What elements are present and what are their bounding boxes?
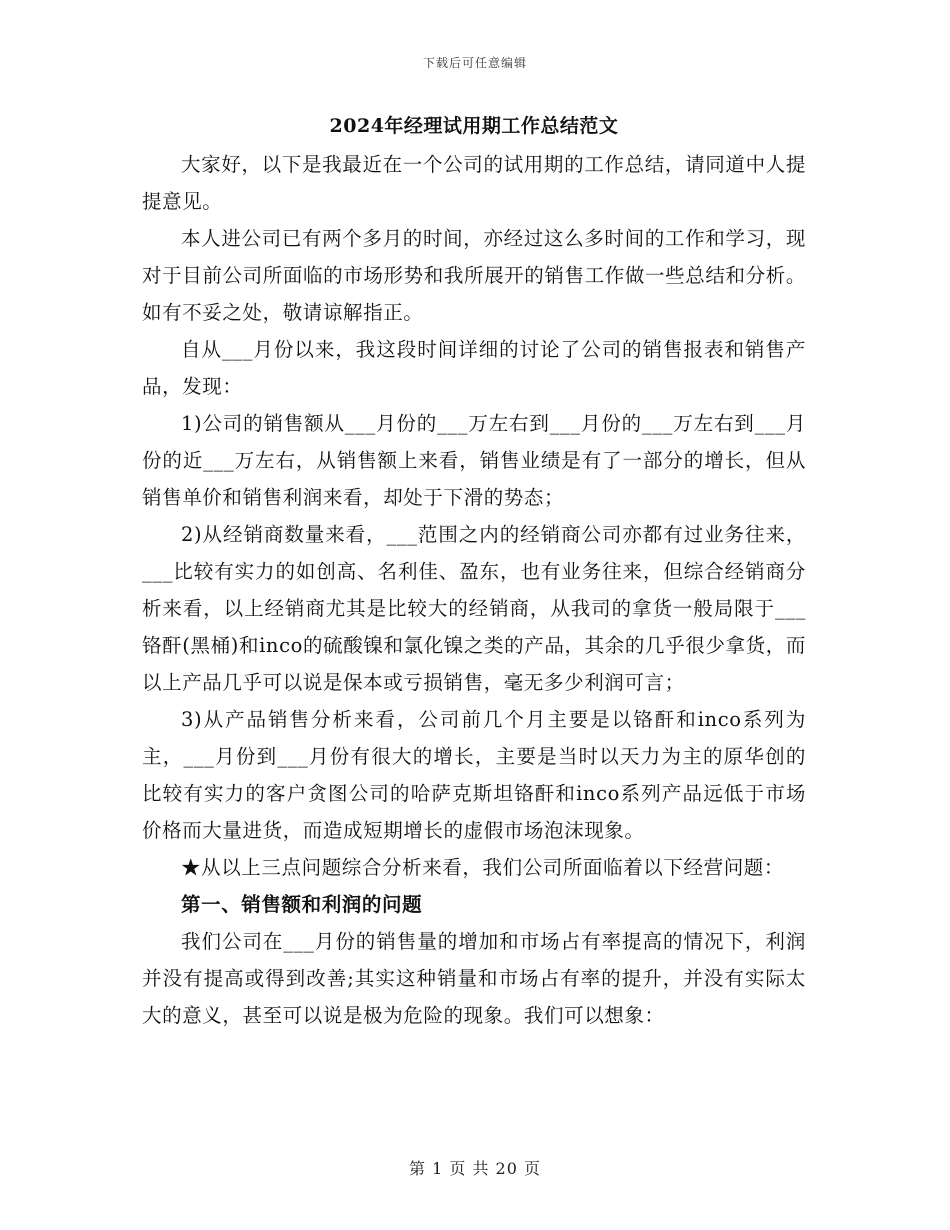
paragraph-summary: ★从以上三点问题综合分析来看，我们公司所面临着以下经营问题： — [181, 856, 785, 879]
document-body — [142, 112, 806, 1034]
section-heading: 第一、销售额和利润的问题 — [181, 893, 423, 916]
paragraph-finding-1: 1)公司的销售额从___月份的___万左右到___月份的___万左右到___月份的近___万左右，从销售额上来看，销售业绩是有了一部分的增长，但从销售单价和销售利润来看，却处于下滑的势态； — [142, 412, 806, 509]
paragraph-finding-2: 2)从经销商数量来看，___范围之内的经销商公司亦都有过业务往来，___比较有实力的如创高、名利佳、盈东，也有业务往来，但综合经销商分析来看，以上经销商尤其是比较大的经销商，从我司的拿货一般局限于___铬酐(黑桶)和inco的硫酸镍和氯化镍之类的产品，其余的几乎很少拿货，而以上产品几乎可以说是保本或亏损销售，毫无多少利润可言； — [142, 523, 806, 694]
paragraph-finding-3: 3)从产品销售分析来看，公司前几个月主要是以铬酐和inco系列为主，___月份到___月份有很大的增长，主要是当时以天力为主的原华创的比较有实力的客户贪图公司的哈萨克斯坦铬酐和inco系列产品远低于市场价格而大量进货，而造成短期增长的虚假市场泡沫现象。 — [142, 708, 806, 842]
paragraph-greeting: 大家好，以下是我最近在一个公司的试用期的工作总结，请同道中人提提意见。 — [142, 153, 806, 213]
paragraph-findings-lead: 自从___月份以来，我这段时间详细的讨论了公司的销售报表和销售产品，发现： — [142, 338, 806, 398]
document-title: 2024年经理试用期工作总结范文 — [329, 115, 619, 137]
page-number: 第 1 页 共 20 页 — [409, 1159, 541, 1178]
paragraph-intro: 本人进公司已有两个多月的时间，亦经过这么多时间的工作和学习，现对于目前公司所面临的市场形势和我所展开的销售工作做一些总结和分析。如有不妥之处，敬请谅解指正。 — [142, 227, 806, 324]
section-paragraph: 我们公司在___月份的销售量的增加和市场占有率提高的情况下，利润并没有提高或得到改善;其实这种销量和市场占有率的提升，并没有实际太大的意义，甚至可以说是极为危险的现象。我们可以想象： — [142, 930, 806, 1027]
header-note: 下载后可任意编辑 — [422, 56, 527, 70]
